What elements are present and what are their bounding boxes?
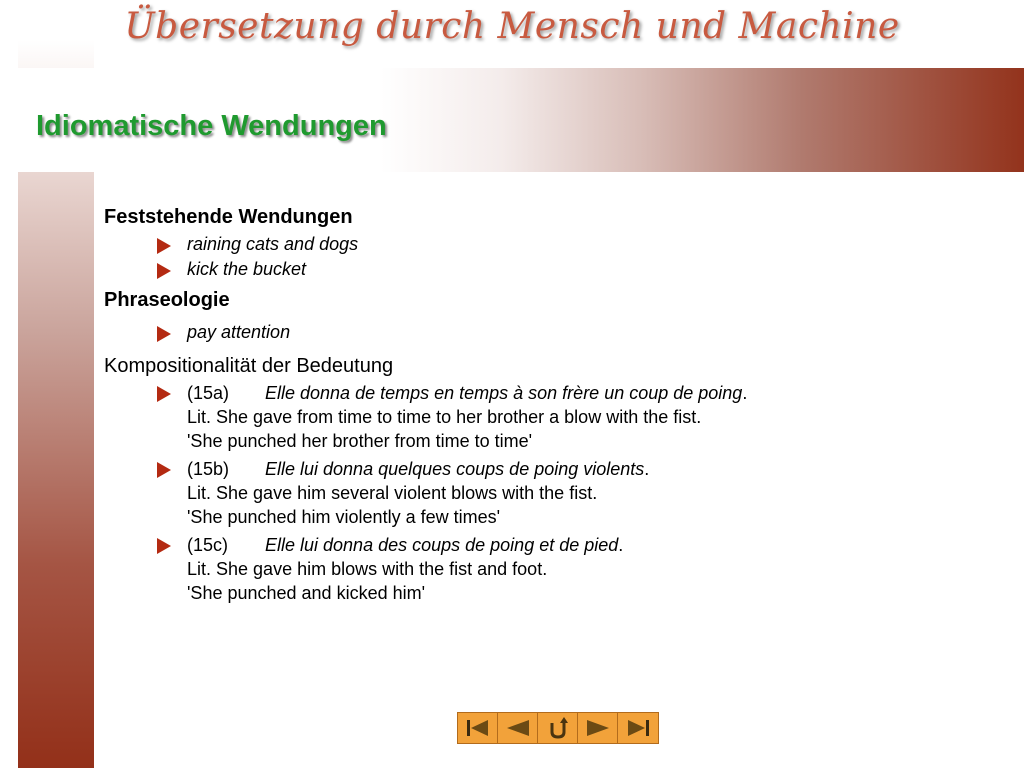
return-button[interactable] — [538, 713, 578, 743]
section-heading: Kompositionalität der Bedeutung — [104, 355, 394, 377]
banner-title: Übersetzung durch Mensch und Machine — [124, 6, 900, 47]
french-sentence: Elle lui donna quelques coups de poing violents — [265, 459, 645, 479]
literal-translation: Lit. She gave from time to time to her brother a blow with the fist. — [187, 407, 702, 427]
first-slide-icon — [458, 713, 498, 743]
slide-content — [104, 202, 1004, 609]
return-icon — [538, 713, 578, 743]
next-slide-icon — [578, 713, 618, 743]
slide-title: Idiomatische Wendungen — [36, 110, 387, 142]
example-label: (15c) — [187, 535, 229, 555]
bullet-arrow-icon — [157, 238, 171, 254]
example-item: (15b) Elle lui donna quelques coups de poing violents. Lit. She gave him several violent blows with the fist. 'She punched him violently a few times' — [187, 457, 1004, 529]
bullet-arrow-icon — [157, 386, 171, 402]
list-item — [187, 232, 1004, 257]
next-slide-button[interactable] — [578, 713, 618, 743]
meaning: 'She punched him violently a few times' — [187, 507, 501, 527]
list-item — [187, 257, 1004, 282]
meaning: 'She punched her brother from time to time' — [187, 431, 533, 451]
example-label: (15a) — [187, 383, 230, 403]
list-item-text: pay attention — [187, 322, 291, 342]
bullet-arrow-icon — [157, 326, 171, 342]
previous-slide-button[interactable] — [498, 713, 538, 743]
literal-translation: Lit. She gave him several violent blows with the fist. — [187, 483, 598, 503]
section-heading: Feststehende Wendungen — [104, 206, 353, 228]
french-sentence: Elle donna de temps en temps à son frère un coup de poing — [265, 383, 743, 403]
meaning: 'She punched and kicked him' — [187, 583, 426, 603]
example-item: (15a) Elle donna de temps en temps à son frère un coup de poing. Lit. She gave from time to time to her brother a blow with the fist. 'She punched her brother from time to time' — [187, 381, 1004, 453]
example-label: (15b) — [187, 459, 230, 479]
slide-navigation — [457, 712, 659, 744]
list-item — [187, 320, 1004, 345]
first-slide-button[interactable] — [458, 713, 498, 743]
section-heading: Phraseologie — [104, 289, 230, 311]
example-item: (15c) Elle lui donna des coups de poing et de pied. Lit. She gave him blows with the fist and foot. 'She punched and kicked him' — [187, 533, 1004, 605]
bullet-arrow-icon — [157, 263, 171, 279]
list-item-text: kick the bucket — [187, 259, 307, 279]
literal-translation: Lit. She gave him blows with the fist and foot. — [187, 559, 548, 579]
previous-slide-icon — [498, 713, 538, 743]
french-sentence: Elle lui donna des coups de poing et de pied — [265, 535, 619, 555]
last-slide-icon — [618, 713, 658, 743]
bullet-arrow-icon — [157, 538, 171, 554]
list-item-text: raining cats and dogs — [187, 234, 359, 254]
last-slide-button[interactable] — [618, 713, 658, 743]
bullet-arrow-icon — [157, 462, 171, 478]
